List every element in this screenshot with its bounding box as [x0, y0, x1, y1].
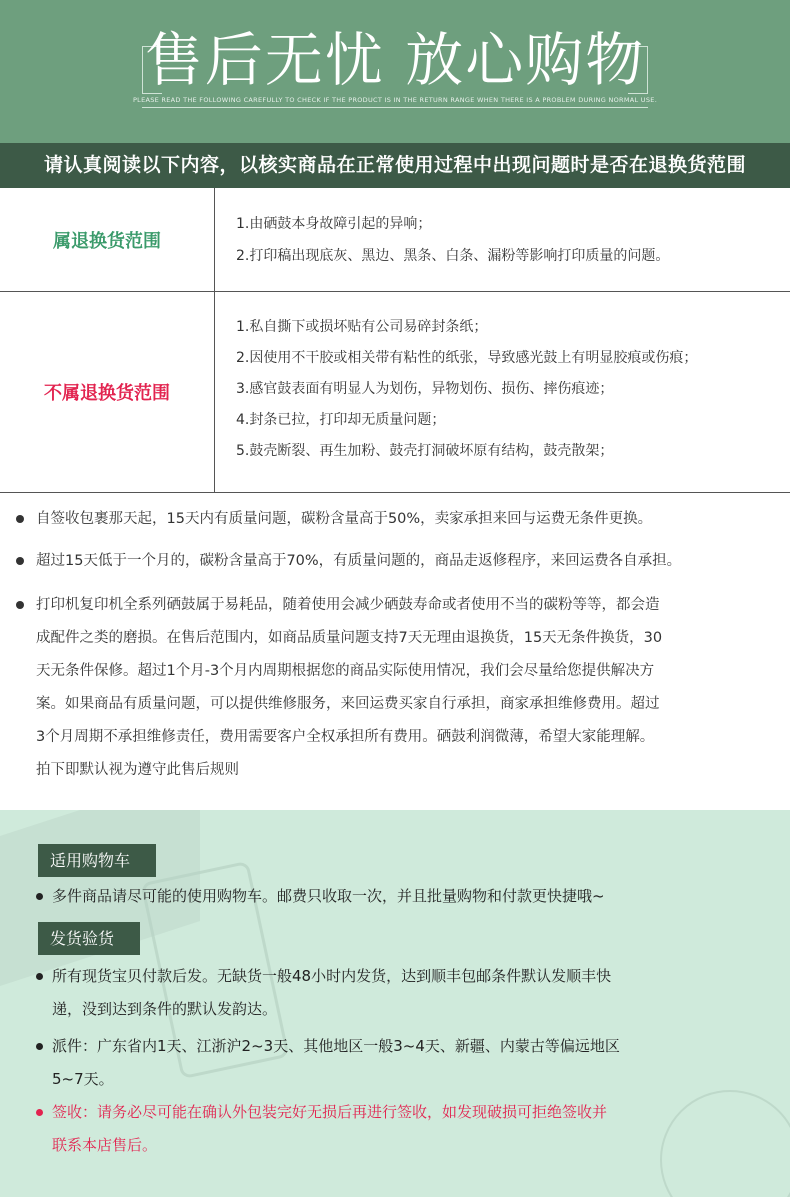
note-line: 打印机复印机全系列硒鼓属于易耗品，随着使用会减少硒鼓寿命或者使用不当的碳粉等等，都会造 — [36, 597, 660, 613]
out-scope-label: 不属退换货范围 — [0, 292, 215, 492]
delivery-item — [52, 1030, 620, 1096]
header — [0, 0, 790, 143]
in-scope-row — [0, 188, 790, 292]
out-scope-item: 2.因使用不干胶或相关带有粘性的纸张，导致感光鼓上有明显胶痕或伤痕； — [236, 350, 698, 366]
cart-item — [52, 880, 605, 913]
note-line: 案。如果商品有质量问题，可以提供维修服务，来回运费买家自行承担，商家承担维修费用。超过 — [36, 696, 660, 712]
out-scope-item: 3.感官鼓表面有明显人为划伤，异物划伤、损伤、摔伤痕迹； — [236, 381, 614, 397]
shipping-item — [52, 960, 611, 1026]
note-line: 超过15天低于一个月的，碳粉含量高于70%，有质量问题的，商品走返修程序，来回运费各自承担。 — [36, 553, 682, 569]
signing-line: 签收：请务必尽可能在确认外包装完好无损后再进行签收，如发现破损可拒绝签收并 — [52, 1103, 608, 1121]
policy-note — [36, 503, 778, 536]
out-scope-item: 4.封条已拉，打印却无质量问题； — [236, 412, 446, 428]
note-line: 拍下即默认视为遵守此售后规则 — [36, 762, 239, 778]
note-line: 自签收包裹那天起，15天内有质量问题，碳粉含量高于50%，卖家承担来回与运费无条件更换。 — [36, 511, 653, 527]
out-scope-item: 5.鼓壳断裂、再生加粉、鼓壳打洞破坏原有结构，鼓壳散架； — [236, 443, 614, 459]
background-decoration — [660, 1090, 790, 1197]
bullet-icon — [16, 515, 24, 523]
delivery-line: 5~7天。 — [52, 1070, 114, 1088]
title-rule — [142, 107, 648, 108]
bullet-icon — [16, 601, 24, 609]
page-subtitle: PLEASE READ THE FOLLOWING CAREFULLY TO CHECK IF THE PRODUCT IS IN THE RETURN RANGE WHEN THERE IS A PROBLEM DURING NORMAL USE. — [132, 96, 658, 104]
out-scope-item: 1.私自撕下或损坏贴有公司易碎封条纸； — [236, 319, 488, 335]
in-scope-item: 2.打印稿出现底灰、黑边、黑条、白条、漏粉等影响打印质量的问题。 — [236, 248, 670, 264]
bullet-icon — [36, 1109, 43, 1116]
bullet-icon — [36, 1043, 43, 1050]
bullet-icon — [36, 893, 43, 900]
note-line: 成配件之类的磨损。在售后范围内，如商品质量问题支持7天无理由退换货，15天无条件换货，30 — [36, 630, 663, 646]
signing-item — [52, 1096, 607, 1162]
bullet-icon — [36, 973, 43, 980]
in-scope-item: 1.由硒鼓本身故障引起的异响； — [236, 216, 432, 232]
signing-line: 联系本店售后。 — [52, 1136, 158, 1154]
shipping-tag: 发货验货 — [38, 922, 140, 955]
in-scope-label: 属退换货范围 — [0, 188, 215, 291]
policy-note — [36, 589, 778, 787]
cart-tag: 适用购物车 — [38, 844, 156, 877]
shipping-line: 所有现货宝贝付款后发。无缺货一般48小时内发货，达到顺丰包邮条件默认发顺丰快 — [52, 967, 612, 985]
cart-line: 多件商品请尽可能的使用购物车。邮费只收取一次，并且批量购物和付款更快捷哦~ — [52, 887, 605, 905]
shipping-line: 递，没到达到条件的默认发韵达。 — [52, 1000, 278, 1018]
in-scope-items — [236, 208, 669, 272]
shipping-section — [0, 810, 790, 1197]
note-line: 3个月周期不承担维修责任，费用需要客户全权承担所有费用。硒鼓利润微薄，希望大家能理解。 — [36, 729, 655, 745]
note-line: 天无条件保修。超过1个月-3个月内周期根据您的商品实际使用情况，我们会尽量给您提供解决方 — [36, 663, 655, 679]
policy-note — [36, 545, 778, 578]
notice-banner: 请认真阅读以下内容，以核实商品在正常使用过程中出现问题时是否在退换货范围 — [0, 143, 790, 188]
out-scope-row — [0, 292, 790, 493]
bullet-icon — [16, 557, 24, 565]
delivery-line: 派件：广东省内1天、江浙沪2~3天、其他地区一般3~4天、新疆、内蒙古等偏远地区 — [52, 1037, 620, 1055]
out-scope-items — [236, 312, 697, 467]
page-title: 售后无忧 放心购物 — [144, 26, 646, 94]
